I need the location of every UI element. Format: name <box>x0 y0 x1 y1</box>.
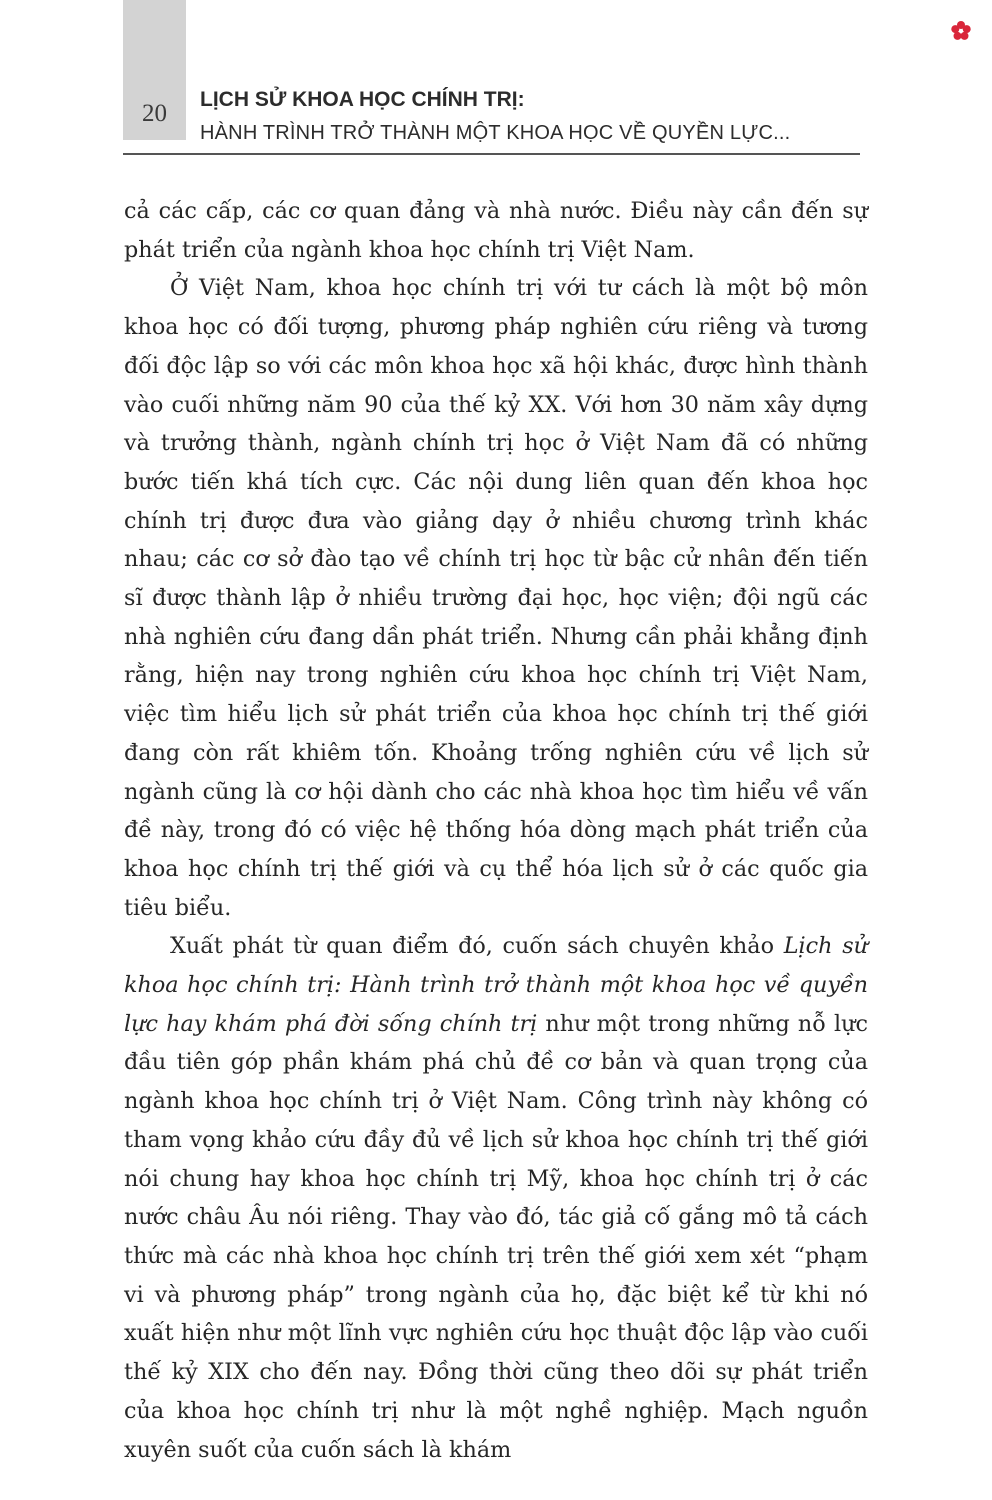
paragraph-lead: Xuất phát từ quan điểm đó, cuốn sách chuyên khảo <box>170 933 784 960</box>
paragraph-continued: cả các cấp, các cơ quan đảng và nhà nước. Điều này cần đến sự phát triển của ngành khoa học chính trị Việt Nam. <box>124 198 868 263</box>
body-text <box>124 192 868 1469</box>
header-divider <box>123 153 860 155</box>
paragraph <box>124 927 868 1469</box>
paragraph-rest: như một trong những nỗ lực đầu tiên góp phần khám phá chủ đề cơ bản và quan trọng của ngành khoa học chính trị ở Việt Nam. Công trình này không có tham vọng khảo cứu đầy đủ về lịch sử khoa học chính trị thế giới nói chung hay khoa học chính trị Mỹ, khoa học chính trị ở các nước châu Âu nói riêng. Thay vào đó, tác giả cố gắng mô tả cách thức mà các nhà khoa học chính trị trên thế giới xem xét “phạm vi và phương pháp” trong ngành của họ, đặc biệt kể từ khi nó xuất hiện như một lĩnh vực nghiên cứu học thuật độc lập vào cuối thế kỷ XIX cho đến nay. Đồng thời cũng theo dõi sự phát triển của khoa học chính trị như là một nghề nghiệp. Mạch nguồn xuyên suốt của cuốn sách là khám <box>124 1010 868 1463</box>
running-header-subtitle: HÀNH TRÌNH TRỞ THÀNH MỘT KHOA HỌC VỀ QUYỀN LỰC... <box>200 122 791 144</box>
flower-icon <box>950 20 972 42</box>
running-header-title: LỊCH SỬ KHOA HỌC CHÍNH TRỊ: <box>200 88 525 111</box>
book-title: Lịch sử khoa học chính trị: Hành trình trở thành một khoa học về quyền lực hay khám phá đời sống chính trị <box>124 933 868 1037</box>
page-number: 20 <box>142 100 167 127</box>
paragraph: Ở Việt Nam, khoa học chính trị với tư cách là một bộ môn khoa học có đối tượng, phương pháp nghiên cứu riêng và tương đối độc lập so với các môn khoa học xã hội khác, được hình thành vào cuối những năm 90 của thế kỷ XX. Với hơn 30 năm xây dựng và trưởng thành, ngành chính trị học ở Việt Nam đã có những bước tiến khá tích cực. Các nội dung liên quan đến khoa học chính trị được đưa vào giảng dạy ở nhiều chương trình khác nhau; các cơ sở đào tạo về chính trị học từ bậc cử nhân đến tiến sĩ được thành lập ở nhiều trường đại học, học viện; đội ngũ các nhà nghiên cứu đang dần phát triển. Nhưng cần phải khẳng định rằng, hiện nay trong nghiên cứu khoa học chính trị Việt Nam, việc tìm hiểu lịch sử phát triển của khoa học chính trị thế giới đang còn rất khiêm tốn. Khoảng trống nghiên cứu về lịch sử ngành cũng là cơ hội dành cho các nhà khoa học tìm hiểu về vấn đề này, trong đó có việc hệ thống hóa dòng mạch phát triển của khoa học chính trị thế giới và cụ thể hóa lịch sử ở các quốc gia tiêu biểu. <box>124 275 868 921</box>
